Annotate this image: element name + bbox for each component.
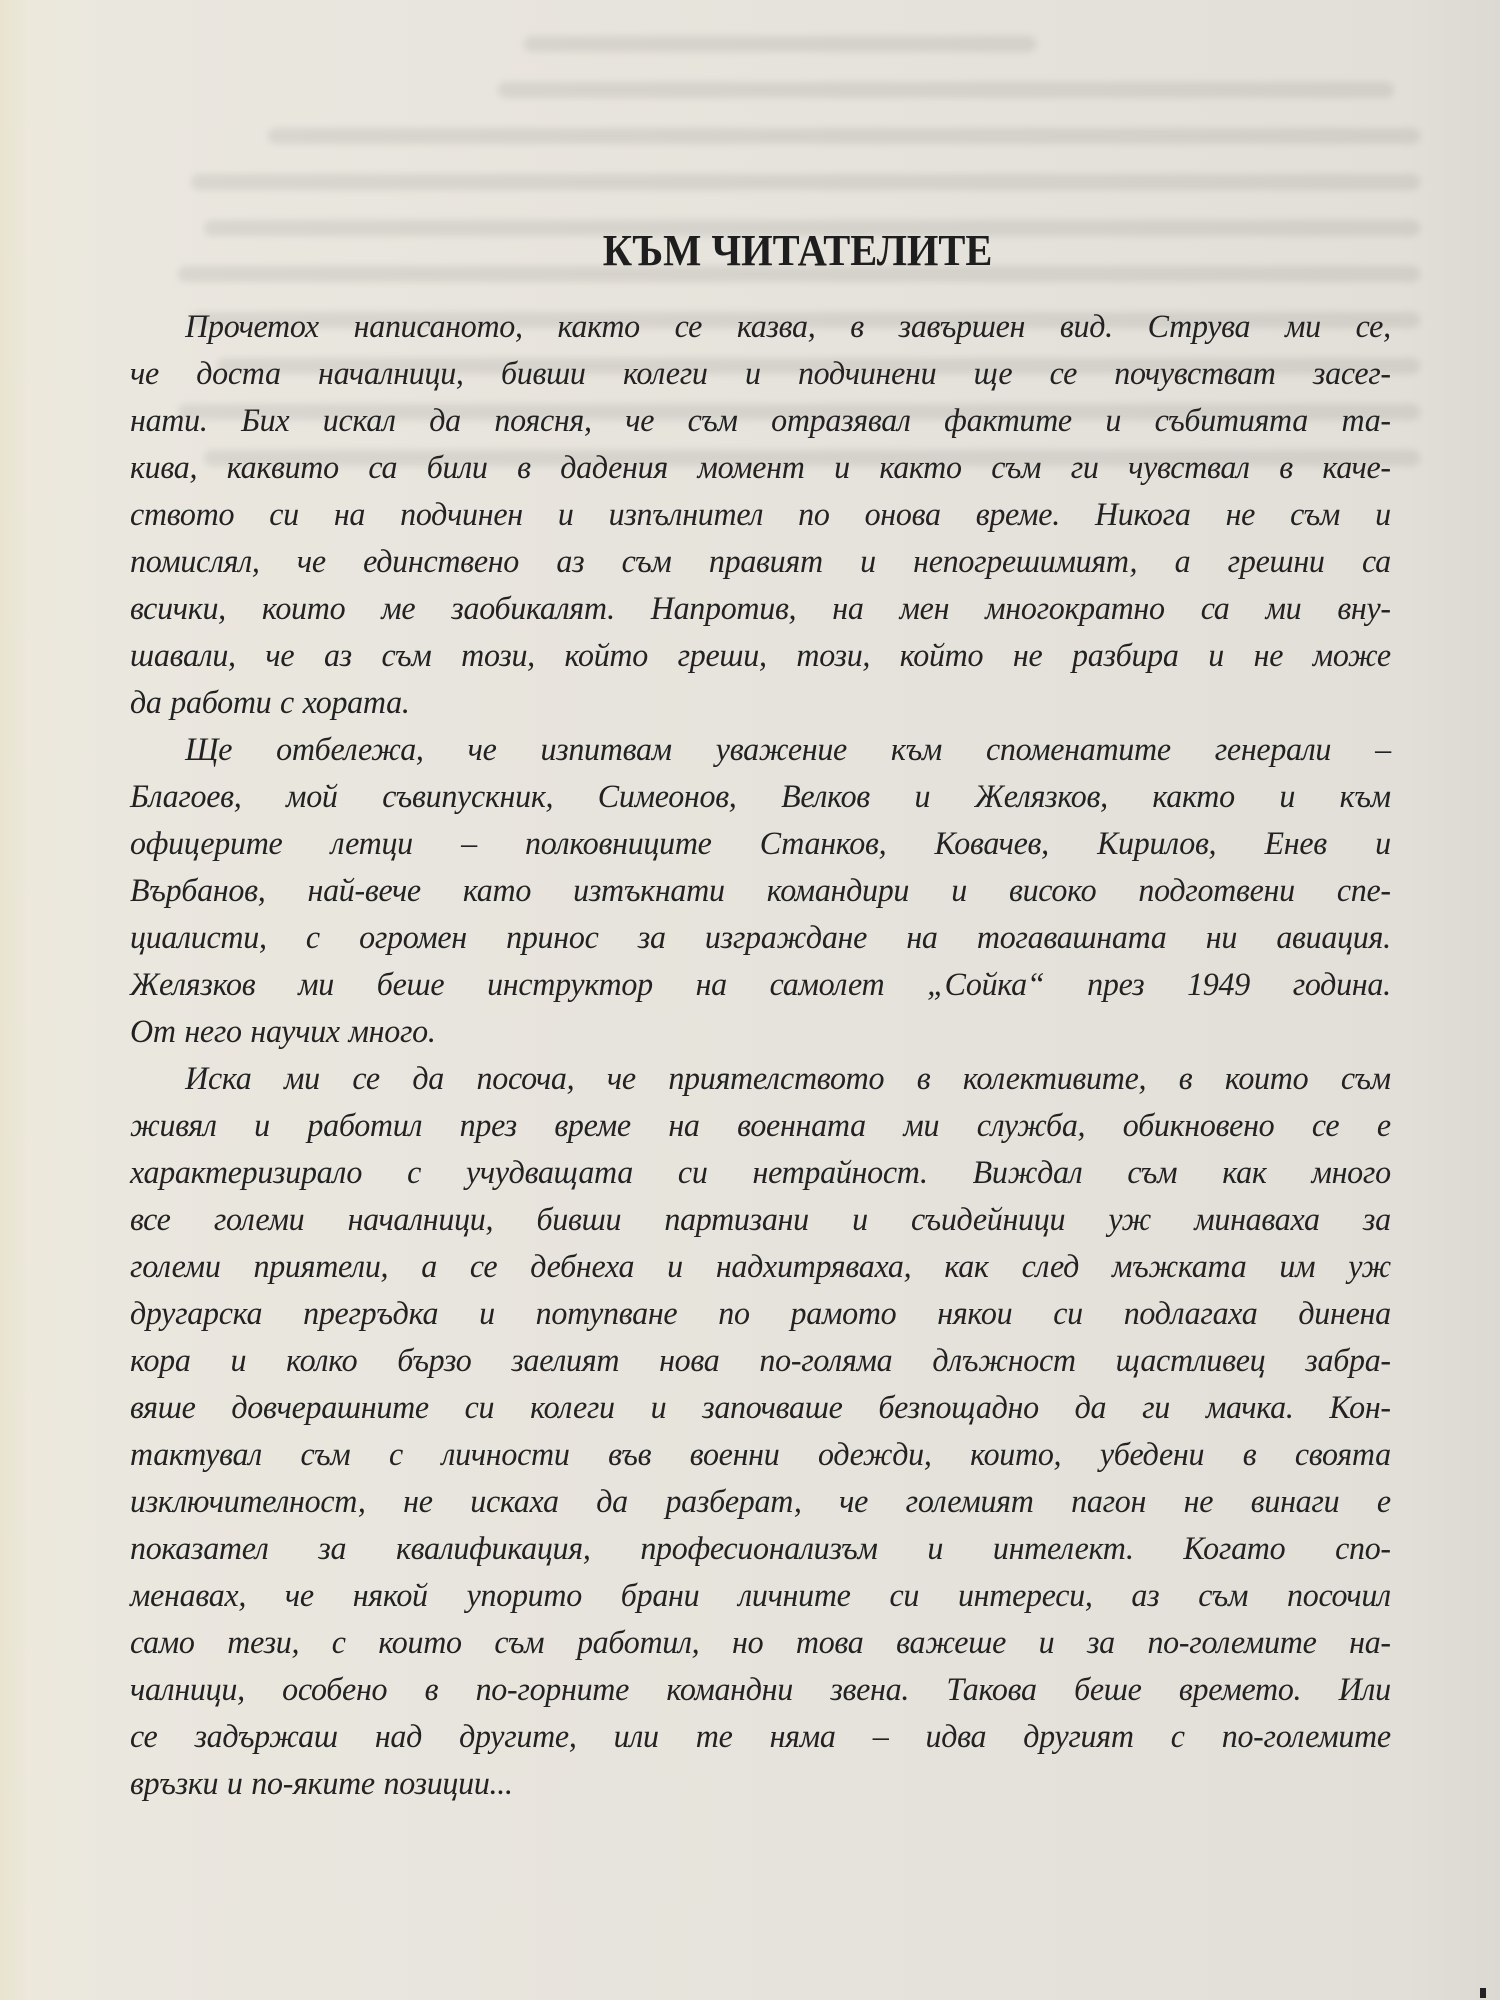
text-line: Иска ми се да посоча, че приятелството в колективите, в които съм (185, 1061, 1391, 1097)
text-line: показател за квалификация, професионализъм и интелект. Когато спо- (130, 1531, 1391, 1567)
text-line: все големи началници, бивши партизани и съидейници уж минаваха за (130, 1202, 1391, 1238)
paragraph-3 (130, 1056, 1391, 1808)
paragraph-1 (130, 304, 1391, 727)
text-line: Желязков ми беше инструктор на самолет „Сойка“ през 1949 година. (130, 967, 1391, 1003)
text-line: помислял, че единствено аз съм правият и непогрешимият, а грешни са (130, 544, 1391, 580)
text-line: ството си на подчинен и изпълнител по онова време. Никога не съм и (130, 497, 1391, 533)
text-line: че доста началници, бивши колеги и подчинени ще се почувстват засег- (130, 356, 1391, 392)
book-page (130, 225, 1410, 1808)
text-line: да работи с хората. (130, 685, 410, 721)
text-line: връзки и по-яките позиции... (130, 1766, 513, 1802)
text-line: се задържаш над другите, или те няма – идва другият с по-големите (130, 1719, 1391, 1755)
text-line: шавали, че аз съм този, който греши, този, който не разбира и не може (130, 638, 1391, 674)
text-line: офицерите летци – полковниците Станков, Ковачев, Кирилов, Енев и (130, 826, 1391, 862)
text-line: чалници, особено в по-горните командни звена. Такова беше времето. Или (130, 1672, 1391, 1708)
text-line: циалисти, с огромен принос за изграждане на тогавашната ни авиация. (130, 920, 1391, 956)
text-line: вяше довчерашните си колеги и започваше безпощадно да ги мачка. Кон- (130, 1390, 1391, 1426)
text-line: менавах, че някой упорито брани личните си интереси, аз съм посочил (130, 1578, 1391, 1614)
text-line: Върбанов, най-вече като изтъкнати командири и високо подготвени спе- (130, 873, 1391, 909)
text-line: характеризирало с учудващата си нетрайност. Виждал съм как много (130, 1155, 1391, 1191)
page-title: КЪМ ЧИТАТЕЛИТЕ (602, 226, 993, 275)
text-line: нати. Бих искал да поясня, че съм отразявал фактите и събитията та- (130, 403, 1391, 439)
text-line: големи приятели, а се дебнеха и надхитряваха, как след мъжката им уж (130, 1249, 1391, 1285)
text-line: От него научих много. (130, 1014, 436, 1050)
text-line: изключителност, не искаха да разберат, че големият пагон не винаги е (130, 1484, 1391, 1520)
text-line: другарска прегръдка и потупване по рамото някои си подлагаха динена (130, 1296, 1391, 1332)
text-line: тактувал съм с личности във военни одежди, които, убедени в своята (130, 1437, 1391, 1473)
text-line: Благоев, мой съвипускник, Симеонов, Велков и Желязков, както и към (130, 779, 1391, 815)
text-line: живял и работил през време на военната ми служба, обикновено се е (130, 1108, 1391, 1144)
text-line: Ще отбележа, че изпитвам уважение към споменатите генерали – (185, 732, 1391, 768)
text-line: само тези, с които съм работил, но това важеше и за по-големите на- (130, 1625, 1391, 1661)
page-edge-mark (1480, 1988, 1486, 1998)
text-line: кора и колко бързо заелият нова по-голяма длъжност щастливец забра- (130, 1343, 1391, 1379)
paragraph-2 (130, 727, 1391, 1056)
text-line: Прочетох написаното, както се казва, в завършен вид. Струва ми се, (185, 309, 1391, 345)
text-line: кива, каквито са били в дадения момент и както съм ги чувствал в каче- (130, 450, 1391, 486)
text-line: всички, които ме заобикалят. Напротив, на мен многократно са ми вну- (130, 591, 1391, 627)
